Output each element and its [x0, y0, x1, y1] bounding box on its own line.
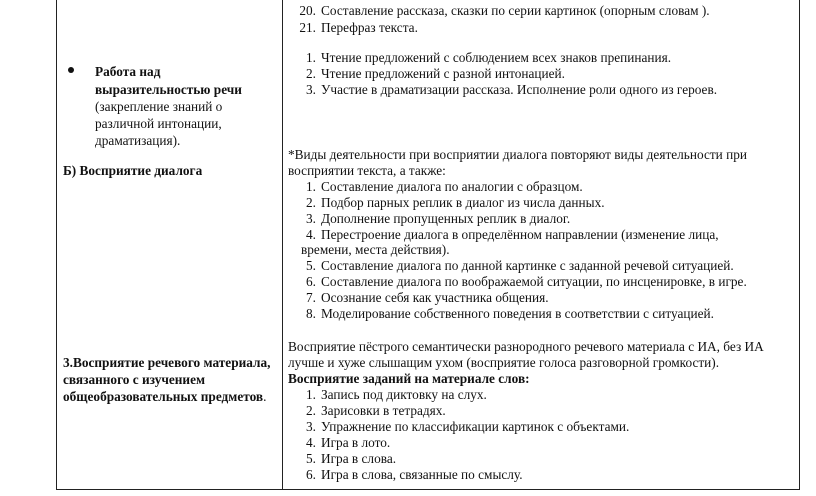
bullet-icon: [68, 67, 74, 73]
section-b-heading: Б) Восприятие диалога: [63, 163, 203, 178]
list-item: [294, 419, 629, 435]
list-item: [294, 290, 549, 306]
list-item: [294, 3, 710, 19]
bullet-title-line-2: выразительностью речи: [95, 82, 242, 97]
list-item: [294, 403, 446, 419]
item-number: 21.: [299, 20, 316, 35]
item-text: Перефраз текста.: [321, 20, 418, 35]
list-item: [294, 467, 523, 483]
item-number: 2.: [306, 403, 316, 418]
item-number: 1.: [306, 50, 316, 65]
dialog-intro-line-2: восприятии текста, а также:: [288, 163, 446, 178]
list-item: [294, 451, 396, 467]
item-text: Составление диалога по данной картинке с заданной речевой ситуацией.: [321, 258, 734, 273]
item-text: Участие в драматизации рассказа. Исполнение роли одного из героев.: [321, 82, 718, 97]
list-item: [294, 306, 714, 322]
list-item: [294, 20, 418, 36]
item-number: 2.: [306, 66, 316, 81]
item-text: Составление диалога по воображаемой ситуации, по инсценировке, в игре.: [321, 274, 747, 289]
section-3-line-1: 3.Восприятие речевого материала,: [63, 355, 271, 370]
item-number: 7.: [306, 290, 316, 305]
section-3-line-3: [63, 389, 266, 405]
item-number: 1.: [306, 387, 316, 402]
item-number: 5.: [306, 258, 316, 273]
item-number: 3.: [306, 419, 316, 434]
column-divider: [282, 0, 283, 490]
list-item: [294, 258, 734, 274]
material-intro-line-2: лучше и хуже слышащим ухом (восприятие голоса разговорной громкости).: [288, 355, 720, 370]
item-number: 20.: [299, 3, 316, 18]
item-number: 3.: [306, 82, 316, 97]
list-item: [294, 227, 719, 243]
item-text: Упражнение по классификации картинок с объектами.: [321, 419, 630, 434]
item-text: Чтение предложений с разной интонацией.: [321, 66, 565, 81]
item-text: Дополнение пропущенных реплик в диалог.: [321, 211, 571, 226]
item-text: времени, места действия).: [301, 242, 450, 257]
item-text: Перестроение диалога в определённом направлении (изменение лица,: [321, 227, 719, 242]
item-number: 2.: [306, 195, 316, 210]
list-item: [294, 435, 390, 451]
bullet-note-line-2: различной интонации,: [95, 116, 222, 131]
item-text: Зарисовки в тетрадях.: [321, 403, 446, 418]
bullet-note-line-3: драматизация).: [95, 133, 181, 148]
item-text: Запись под диктовку на слух.: [321, 387, 487, 402]
item-text: Игра в слова, связанные по смыслу.: [321, 467, 523, 482]
dialog-intro-line-1: *Виды деятельности при восприятии диалога повторяют виды деятельности при: [288, 147, 747, 162]
list-item-continuation: [301, 242, 450, 258]
list-item: [294, 50, 671, 66]
item-text: Составление диалога по аналогии с образцом.: [321, 179, 583, 194]
item-text: Моделирование собственного поведения в соответствии с ситуацией.: [321, 306, 714, 321]
item-number: 8.: [306, 306, 316, 321]
list-item: [294, 195, 605, 211]
item-number: 5.: [306, 451, 316, 466]
item-number: 4.: [306, 227, 316, 242]
item-text: Игра в слова.: [321, 451, 397, 466]
list-item: [294, 274, 747, 290]
item-number: 3.: [306, 211, 316, 226]
bullet-note-line-1: (закрепление знаний о: [95, 99, 223, 114]
item-text: Составление рассказа, сказки по серии картинок (опорным словам ).: [321, 3, 710, 18]
item-text: Игра в лото.: [321, 435, 391, 450]
list-item: [294, 211, 570, 227]
words-heading: Восприятие заданий на материале слов:: [288, 371, 530, 386]
bullet-title-line-1: Работа над: [95, 64, 161, 79]
item-number: 1.: [306, 179, 316, 194]
material-intro-line-1: Восприятие пёстрого семантически разнородного речевого материала с ИА, без ИА: [288, 339, 764, 354]
item-text: Осознание себя как участника общения.: [321, 290, 549, 305]
item-number: 4.: [306, 435, 316, 450]
item-text: Чтение предложений с соблюдением всех знаков препинания.: [321, 50, 672, 65]
item-number: 6.: [306, 467, 316, 482]
section-3-line-2: связанного с изучением: [63, 372, 206, 387]
section-3-line-3-end: .: [263, 389, 267, 404]
item-number: 6.: [306, 274, 316, 289]
list-item: [294, 179, 583, 195]
list-item: [294, 387, 487, 403]
item-text: Подбор парных реплик в диалог из числа данных.: [321, 195, 605, 210]
section-3-line-3-text: общеобразовательных предметов: [63, 389, 264, 404]
list-item: [294, 82, 717, 98]
list-item: [294, 66, 565, 82]
